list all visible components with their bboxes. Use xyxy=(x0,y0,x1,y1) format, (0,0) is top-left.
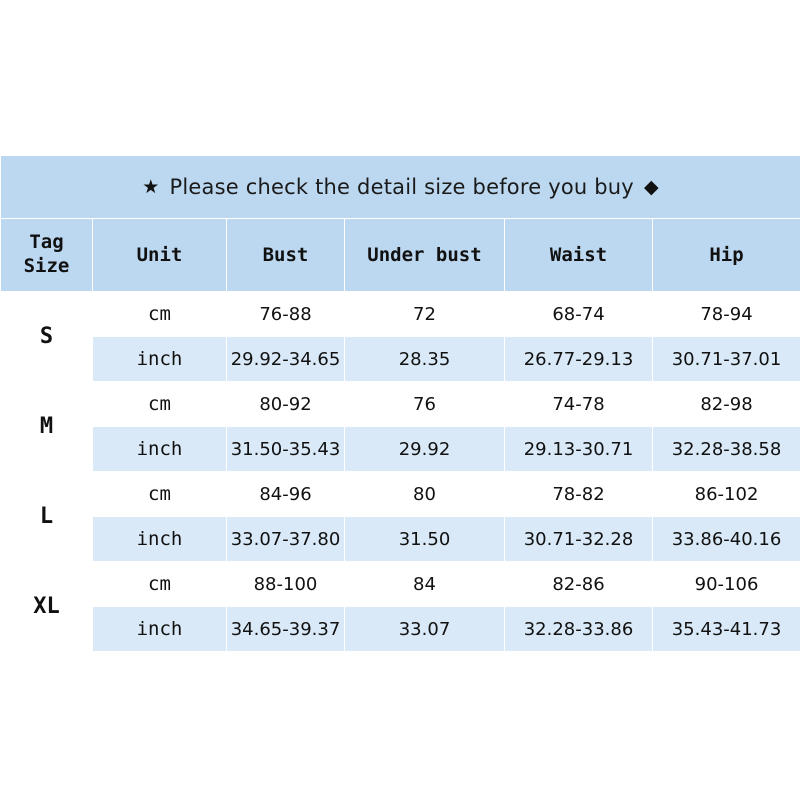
row-unit-cm: cm xyxy=(93,472,227,517)
row-unit-inch: inch xyxy=(93,607,227,652)
cell-under-bust-cm: 72 xyxy=(345,292,505,337)
header-hip: Hip xyxy=(653,219,800,292)
cell-waist-inch: 30.71-32.28 xyxy=(505,517,653,562)
table-row xyxy=(1,607,800,652)
cell-under-bust-cm: 76 xyxy=(345,382,505,427)
banner-text: Please check the detail size before you buy xyxy=(169,175,634,199)
header-tag-size xyxy=(1,219,93,292)
cell-waist-cm: 68-74 xyxy=(505,292,653,337)
header-bust: Bust xyxy=(227,219,345,292)
row-unit-inch: inch xyxy=(93,427,227,472)
row-unit-inch: inch xyxy=(93,517,227,562)
banner-row xyxy=(1,156,800,219)
cell-waist-cm: 82-86 xyxy=(505,562,653,607)
row-unit-inch: inch xyxy=(93,337,227,382)
cell-under-bust-cm: 80 xyxy=(345,472,505,517)
size-chart-table xyxy=(0,155,800,652)
table-row xyxy=(1,562,800,607)
diamond-icon: ◆ xyxy=(643,175,659,198)
table-row xyxy=(1,292,800,337)
cell-hip-cm: 82-98 xyxy=(653,382,800,427)
cell-waist-inch: 26.77-29.13 xyxy=(505,337,653,382)
cell-hip-cm: 86-102 xyxy=(653,472,800,517)
header-waist: Waist xyxy=(505,219,653,292)
cell-bust-cm: 88-100 xyxy=(227,562,345,607)
row-unit-cm: cm xyxy=(93,382,227,427)
table-row xyxy=(1,517,800,562)
table-row xyxy=(1,382,800,427)
table-row xyxy=(1,337,800,382)
cell-waist-inch: 29.13-30.71 xyxy=(505,427,653,472)
row-size-label: XL xyxy=(1,562,93,652)
header-tag-line2: Size xyxy=(23,255,70,277)
cell-under-bust-cm: 84 xyxy=(345,562,505,607)
header-tag-line1: Tag xyxy=(29,231,64,254)
banner-inner xyxy=(1,175,800,199)
row-size-label: L xyxy=(1,472,93,562)
cell-bust-cm: 84-96 xyxy=(227,472,345,517)
cell-hip-inch: 30.71-37.01 xyxy=(653,337,800,382)
star-icon: ★ xyxy=(142,175,160,198)
cell-bust-cm: 80-92 xyxy=(227,382,345,427)
cell-hip-cm: 90-106 xyxy=(653,562,800,607)
row-unit-cm: cm xyxy=(93,562,227,607)
header-under-bust: Under bust xyxy=(345,219,505,292)
banner-cell xyxy=(1,156,800,219)
cell-waist-inch: 32.28-33.86 xyxy=(505,607,653,652)
cell-bust-inch: 34.65-39.37 xyxy=(227,607,345,652)
table-row xyxy=(1,427,800,472)
cell-under-bust-inch: 28.35 xyxy=(345,337,505,382)
cell-under-bust-inch: 33.07 xyxy=(345,607,505,652)
cell-hip-inch: 32.28-38.58 xyxy=(653,427,800,472)
cell-bust-inch: 31.50-35.43 xyxy=(227,427,345,472)
cell-bust-inch: 29.92-34.65 xyxy=(227,337,345,382)
cell-hip-inch: 35.43-41.73 xyxy=(653,607,800,652)
header-unit: Unit xyxy=(93,219,227,292)
cell-waist-cm: 74-78 xyxy=(505,382,653,427)
row-size-label: S xyxy=(1,292,93,382)
row-size-label: M xyxy=(1,382,93,472)
cell-bust-cm: 76-88 xyxy=(227,292,345,337)
header-row xyxy=(1,219,800,292)
row-unit-cm: cm xyxy=(93,292,227,337)
cell-under-bust-inch: 31.50 xyxy=(345,517,505,562)
size-chart-container xyxy=(0,155,800,652)
cell-bust-inch: 33.07-37.80 xyxy=(227,517,345,562)
cell-hip-cm: 78-94 xyxy=(653,292,800,337)
table-row xyxy=(1,472,800,517)
cell-hip-inch: 33.86-40.16 xyxy=(653,517,800,562)
cell-under-bust-inch: 29.92 xyxy=(345,427,505,472)
cell-waist-cm: 78-82 xyxy=(505,472,653,517)
